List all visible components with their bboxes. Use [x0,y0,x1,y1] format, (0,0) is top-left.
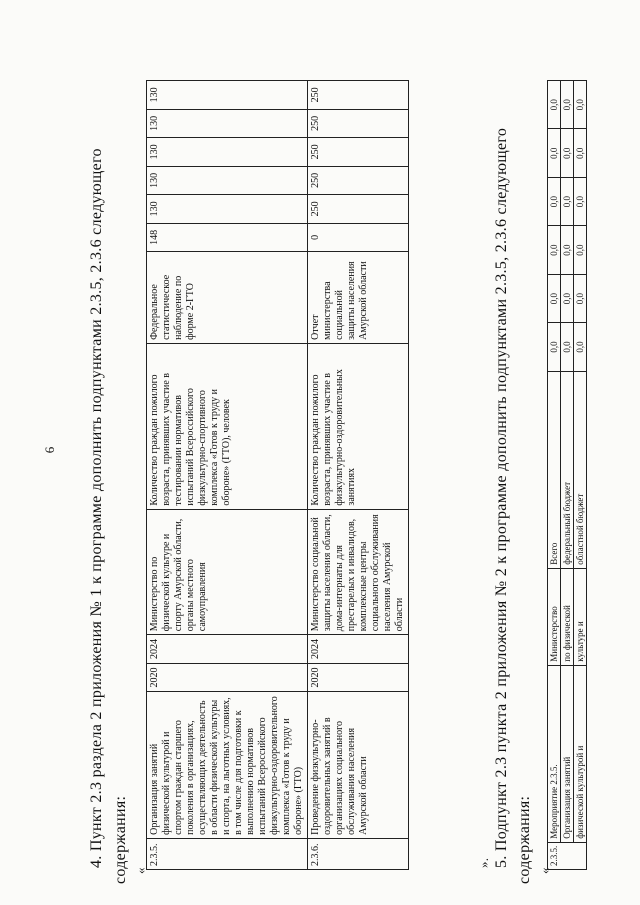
data-source: Отчет министерства социальной защиты населения Амурской области [308,252,409,344]
budget-label: областной бюджет [574,371,587,568]
value-cell: 130 [147,195,308,223]
section5-open-quote: « [537,867,552,874]
budget-label: Всего [548,371,561,568]
org-line: по физической [561,568,574,665]
table-row [308,81,409,870]
org-line: Министерство [548,568,561,665]
year-start: 2020 [308,663,409,691]
activity-name: Организация занятий физической культурой и спортом граждан старшего поколения в организациях, осуществляющих деятельность в области физической культуры и спорта, на льготных условиях, в том числе для подготовки к выполнению нормативов испытаний Всероссийского физкультурно-оздоровительного комплекса «Готов к труду и обороне» (ГТО) [147,692,308,839]
section5-table [547,80,587,870]
value-cell: 0,0 [574,323,587,371]
value-cell: 250 [308,195,409,223]
activity-name-line: Организация занятий [561,665,574,842]
value-cell: 0,0 [561,323,574,371]
section5-heading-cont: содержания: [516,795,533,884]
page-number: 6 [42,446,57,454]
table-row [561,81,574,870]
value-cell: 0,0 [574,129,587,177]
section4-open-quote: « [133,867,148,874]
table-row [574,81,587,870]
table-row [147,81,308,870]
budget-label: федеральный бюджет [561,371,574,568]
value-cell: 250 [308,166,409,194]
value-cell: 0,0 [561,129,574,177]
value-cell: 0,0 [548,274,561,322]
indicator: Количество граждан пожилого возраста, принявших участие в физкультурно-оздоровительных занятиях [308,343,409,509]
org-line: культуре и [574,568,587,665]
value-cell: 0,0 [561,177,574,225]
value-cell: 250 [308,81,409,110]
value-cell: 0,0 [561,226,574,274]
value-cell: 250 [308,109,409,137]
responsible-org: Министерство по физической культуре и спорту Амурской области, органы местного самоуправления [147,509,308,635]
activity-name: Проведение физкультурно-оздоровительных занятий в организациях социального обслуживания населения Амурской области [308,692,409,839]
value-cell: 0,0 [574,177,587,225]
activity-name-line: Мероприятие 2.3.5. [548,665,561,842]
table-row [548,81,561,870]
section4-table [146,80,409,870]
value-cell: 0 [308,223,409,251]
value-cell: 130 [147,138,308,166]
value-cell: 130 [147,81,308,110]
value-cell: 0,0 [561,81,574,129]
value-cell: 0,0 [561,274,574,322]
value-cell: 148 [147,223,308,251]
value-cell: 130 [147,166,308,194]
value-cell: 130 [147,109,308,137]
section4-close-quote: ». [476,857,491,868]
year-start: 2020 [147,663,308,691]
activity-name-line: физической культурой и [574,665,587,842]
value-cell: 250 [308,138,409,166]
value-cell: 0,0 [548,226,561,274]
responsible-org: Министерство социальной защиты населения области, дома-интернаты для престарелых и инвалидов, комплексные центры социального обслуживания населения Амурской области [308,509,409,635]
indicator: Количество граждан пожилого возраста, принявших участие в тестировании нормативов испытаний Всероссийского физкультурно-спортивного комплекса «Готов к труду и обороне» (ГТО), человек [147,343,308,509]
data-source: Федеральное статистическое наблюдение по форме 2-ГТО [147,252,308,344]
value-cell: 0,0 [548,323,561,371]
rotated-content [40,30,600,884]
year-end: 2024 [147,635,308,663]
value-cell: 0,0 [574,81,587,129]
section5-heading: 5. Подпункт 2.3 пункта 2 приложения № 2 к программе дополнить подпунктами 2.3.5, 2.3.6 следующего [493,127,510,868]
row-number: 2.3.6. [308,838,409,869]
value-cell: 0,0 [574,226,587,274]
row-number: 2.3.5. [147,838,308,869]
value-cell: 0,0 [548,81,561,129]
section4-heading: 4. Пункт 2.3 раздела 2 приложения № 1 к программе дополнить подпунктами 2.3.5, 2.3.6 следующего [88,148,105,868]
year-end: 2024 [308,635,409,663]
value-cell: 0,0 [574,274,587,322]
value-cell: 0,0 [548,129,561,177]
value-cell: 0,0 [548,177,561,225]
row-number: 2.3.5. [548,842,587,869]
section4-heading-cont: содержания: [112,795,129,884]
